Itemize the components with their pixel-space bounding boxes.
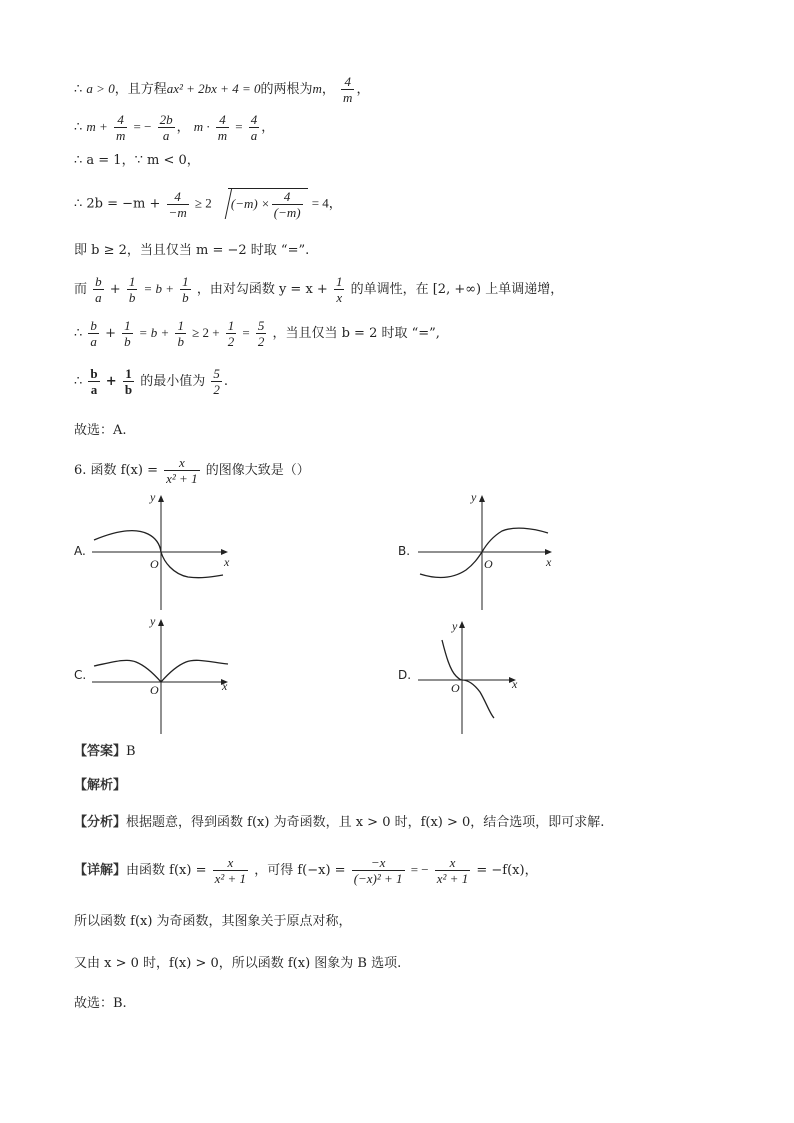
line-9: 故选：A. (74, 423, 127, 438)
graph-option-a (88, 490, 238, 612)
analysis-tag: 【解析】 (74, 778, 127, 793)
y-arrow (459, 621, 465, 628)
line-1: ∴ a > 0，且方程ax² + 2bx + 4 = 0的两根为m， $\frac{4}{m}$ ， (74, 74, 370, 105)
y-arrow (479, 495, 485, 502)
line-6: 而 $\frac{b}{a}$ + $\frac{1}{b}$ = b + $\frac{1}{b}$ ，由对勾函数 y = x + $\frac{1}{x}$ 的单调性，在 [2, +∞) 上单调递增， (74, 274, 564, 305)
y-arrow (158, 619, 164, 626)
graph-option-c (88, 614, 238, 736)
option-a-label: A. (74, 544, 86, 558)
graph-option-d (414, 614, 534, 736)
x-label: x (222, 679, 228, 693)
final-choice-line: 故选：B. (74, 996, 127, 1011)
origin-label: O (150, 557, 159, 571)
y-label: y (452, 619, 458, 633)
detail-line: 【详解】由函数 f(x) = $\frac{x}{\text{x² + 1}}$ ，可得 f(−x) = $\frac{-x}{\text{(−x)² + 1}}$ = − $\frac{x}{\text{x² + 1}}$ = −f(x)， (74, 855, 538, 886)
positive-line: 又由 x > 0 时，f(x) > 0，所以函数 f(x) 图象为 B 选项. (74, 956, 402, 971)
origin-label: O (451, 681, 460, 695)
analysis-line: 【分析】根据题意，得到函数 f(x) 为奇函数，且 x > 0 时，f(x) > 0，结合选项，即可求解. (74, 815, 605, 830)
answer-line: 【答案】B (74, 744, 136, 759)
odd-function-line: 所以函数 f(x) 为奇函数，其图象关于原点对称， (74, 914, 352, 929)
line-5: 即 b ≥ 2，当且仅当 m = −2 时取 “=”. (74, 243, 310, 258)
origin-label: O (150, 683, 159, 697)
line-8: ∴ $\frac{b}{a}$ + $\frac{1}{b}$ 的最小值为 $\frac{5}{2}$ . (74, 366, 229, 397)
line-7: ∴ $\frac{b}{a}$ + $\frac{1}{b}$ = b + $\frac{1}{b}$ ≥ 2 + $\frac{1}{2}$ = $\frac{5}{2}$ ，当且仅当 b = 2 时取 “=”, (74, 318, 440, 349)
line-3: ∴ a = 1，∵ m < 0， (74, 153, 200, 168)
y-label: y (150, 490, 156, 504)
option-b-label: B. (398, 544, 411, 558)
x-label: x (224, 555, 230, 569)
x-label: x (512, 677, 518, 691)
frac-4-over-m: $\frac{4}{m}$ (343, 74, 353, 105)
y-label: y (150, 614, 156, 628)
line-2: ∴ m + $\frac{4}{m}$ = − $\frac{2b}{a}$ ， m · $\frac{4}{m}$ = $\frac{4}{a}$ ， (74, 112, 275, 143)
y-label: y (471, 490, 477, 504)
answer-value: B (126, 744, 136, 759)
graph-option-b (414, 490, 564, 612)
curve (442, 640, 494, 718)
y-arrow (158, 495, 164, 502)
x-label: x (546, 555, 552, 569)
question-6: 6. 函数 f(x) = $\frac{x}{\text{x² + 1}}$ 的图像大致是（） (74, 455, 310, 486)
origin-label: O (484, 557, 493, 571)
option-d-label: D. (398, 668, 412, 682)
square-root: (−m) × $\frac{4}{(-m)}$ (228, 188, 308, 220)
option-c-label: C. (74, 668, 87, 682)
line-4: ∴ 2b = −m + $\frac{4}{-m}$ ≥ 2 (−m) × $\frac{4}{(-m)}$ = 4， (74, 188, 342, 220)
